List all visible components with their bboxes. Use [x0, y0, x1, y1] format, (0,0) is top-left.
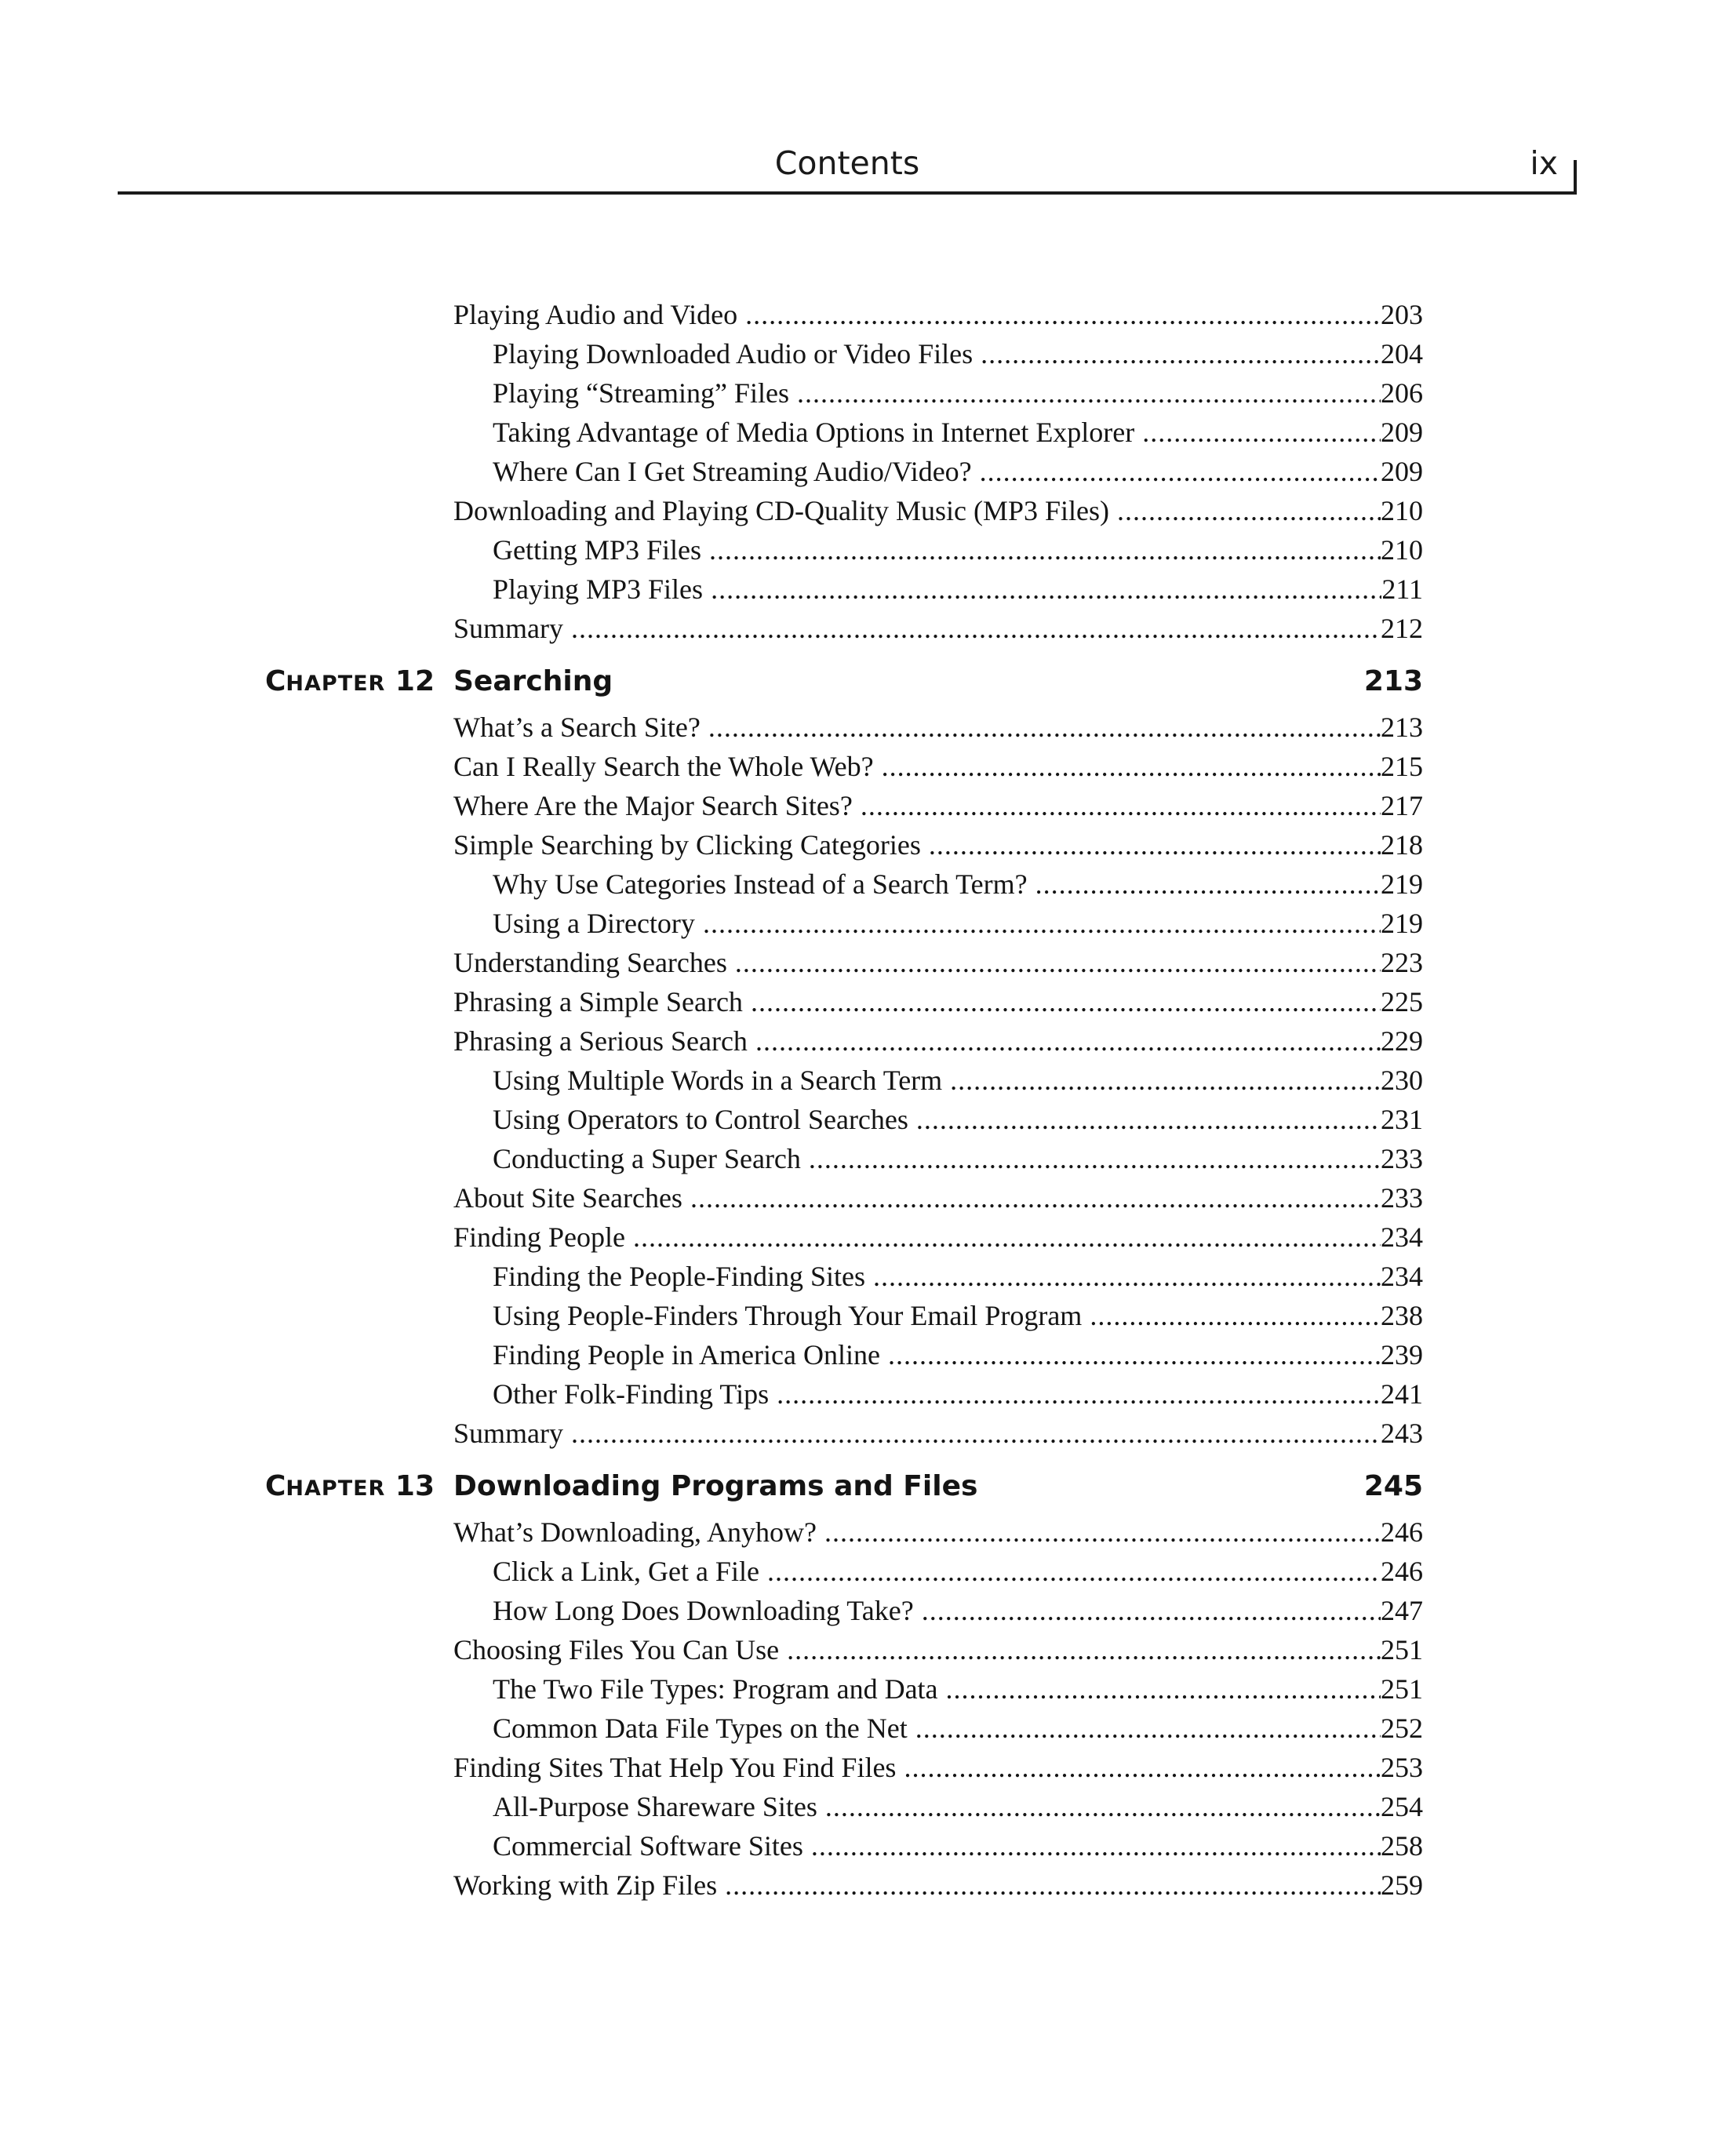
dot-leader: [946, 1669, 1381, 1709]
toc-entry-page: 258: [1381, 1830, 1423, 1862]
dot-leader: [980, 452, 1381, 491]
toc-entry: [453, 452, 1423, 491]
toc-entry: [453, 1100, 1423, 1139]
toc-entry-page: 213: [1381, 712, 1423, 743]
toc-entry: [453, 1866, 1423, 1905]
toc-entry-label: Finding the People-Finding Sites: [493, 1261, 866, 1292]
toc-entry-label: Choosing Files You Can Use: [453, 1634, 780, 1665]
toc-entry: [453, 1061, 1423, 1100]
toc-entry-label: Phrasing a Serious Search: [453, 1025, 748, 1057]
toc-entry: [453, 1748, 1423, 1787]
toc-section-continued: [453, 295, 1423, 648]
chapter-label: CHAPTER 12: [264, 665, 435, 697]
toc-entry-label: Where Are the Major Search Sites?: [453, 790, 853, 821]
toc-entry-page: 252: [1381, 1713, 1423, 1744]
toc-entry-label: Using People-Finders Through Your Email Program: [493, 1300, 1083, 1331]
dot-leader: [709, 530, 1381, 570]
dot-leader: [1117, 491, 1381, 530]
toc-entry-page: 210: [1381, 495, 1423, 526]
toc-entry-label: Downloading and Playing CD-Quality Music (MP3 Files): [453, 495, 1109, 526]
dot-leader: [873, 1257, 1381, 1296]
toc-entry-label: How Long Does Downloading Take?: [493, 1595, 914, 1626]
dot-leader: [767, 1552, 1381, 1591]
toc-entry-page: 210: [1381, 534, 1423, 566]
dot-leader: [797, 373, 1381, 413]
toc-entry-label: Finding People: [453, 1221, 626, 1253]
toc-entry-page: 231: [1381, 1104, 1423, 1135]
toc-entry-page: 204: [1381, 338, 1423, 369]
toc-entry-page: 233: [1381, 1143, 1423, 1174]
toc-entry: [453, 1218, 1423, 1257]
dot-leader: [888, 1335, 1381, 1374]
dot-leader: [915, 1709, 1381, 1748]
toc-entry: [453, 1178, 1423, 1218]
toc-entry-page: 239: [1381, 1339, 1423, 1370]
toc-entry: [453, 1139, 1423, 1178]
toc-entry-page: 259: [1381, 1869, 1423, 1901]
toc-entry: [453, 747, 1423, 786]
toc-entry-label: Understanding Searches: [453, 947, 727, 978]
toc-entry-label: Playing Downloaded Audio or Video Files: [493, 338, 974, 369]
toc-entry-label: What’s a Search Site?: [453, 712, 701, 743]
toc-entry-page: 234: [1381, 1221, 1423, 1253]
toc-entry-page: 217: [1381, 790, 1423, 821]
toc-entry: [453, 1512, 1423, 1552]
toc-entry: [453, 825, 1423, 865]
toc-entry-label: Can I Really Search the Whole Web?: [453, 751, 874, 782]
dot-leader: [777, 1374, 1381, 1414]
toc-entry-label: Simple Searching by Clicking Categories: [453, 829, 921, 861]
toc-entry: [453, 295, 1423, 334]
toc-entry-label: Where Can I Get Streaming Audio/Video?: [493, 456, 972, 487]
running-head: [118, 140, 1577, 196]
toc-entry: [453, 491, 1423, 530]
toc-entry-page: 243: [1381, 1418, 1423, 1449]
dot-leader: [755, 1021, 1381, 1061]
toc-entry-page: 251: [1381, 1673, 1423, 1705]
toc-entry-label: Summary: [453, 1418, 563, 1449]
toc-entry-label: Using Multiple Words in a Search Term: [493, 1065, 943, 1096]
toc-entry: [453, 530, 1423, 570]
toc-entry-label: Commercial Software Sites: [493, 1830, 803, 1862]
toc-entry: [453, 609, 1423, 648]
toc-entry-label: Finding Sites That Help You Find Files: [453, 1752, 897, 1783]
toc-entry-page: 212: [1381, 613, 1423, 644]
toc-entry-page: 203: [1381, 299, 1423, 330]
chapter-12-entries: [453, 708, 1423, 1453]
header-corner-tick: [1574, 160, 1577, 195]
toc-entry-label: About Site Searches: [453, 1182, 682, 1214]
dot-leader: [950, 1061, 1381, 1100]
toc-entry-label: Other Folk-Finding Tips: [493, 1378, 770, 1410]
toc-entry: [453, 1630, 1423, 1669]
toc-entry-label: Working with Zip Files: [453, 1869, 718, 1901]
toc-entry-label: All-Purpose Shareware Sites: [493, 1791, 817, 1822]
table-of-contents: [264, 295, 1423, 1905]
toc-entry-label: Taking Advantage of Media Options in Internet Explorer: [493, 417, 1135, 448]
toc-entry-label: Click a Link, Get a File: [493, 1556, 759, 1587]
toc-entry-page: 218: [1381, 829, 1423, 861]
toc-entry-label: Conducting a Super Search: [493, 1143, 801, 1174]
toc-entry: [453, 413, 1423, 452]
toc-entry-label: Playing MP3 Files: [493, 573, 704, 605]
toc-entry-label: Phrasing a Simple Search: [453, 986, 743, 1017]
toc-entry-page: 241: [1381, 1378, 1423, 1410]
dot-leader: [904, 1748, 1381, 1787]
toc-entry: [453, 982, 1423, 1021]
toc-entry-label: Summary: [453, 613, 563, 644]
page-number: ix: [1530, 144, 1558, 182]
dot-leader: [824, 1512, 1381, 1552]
toc-entry: [453, 373, 1423, 413]
toc-entry-page: 254: [1381, 1791, 1423, 1822]
dot-leader: [735, 943, 1381, 982]
toc-entry-page: 246: [1381, 1516, 1423, 1548]
toc-entry-label: The Two File Types: Program and Data: [493, 1673, 938, 1705]
toc-entry-page: 238: [1381, 1300, 1423, 1331]
dot-leader: [1090, 1296, 1381, 1335]
dot-leader: [811, 1826, 1381, 1866]
toc-entry-page: 234: [1381, 1261, 1423, 1292]
toc-entry: [453, 1669, 1423, 1709]
toc-entry: [453, 570, 1423, 609]
toc-entry: [453, 1296, 1423, 1335]
chapter-label: CHAPTER 13: [264, 1470, 435, 1502]
chapter-title: Downloading Programs and Files: [453, 1470, 978, 1502]
dot-leader: [725, 1866, 1381, 1905]
dot-leader: [1035, 865, 1381, 904]
toc-entry-label: Playing “Streaming” Files: [493, 377, 789, 409]
dot-leader: [633, 1218, 1381, 1257]
toc-entry-page: 209: [1381, 456, 1423, 487]
toc-entry-page: 247: [1381, 1595, 1423, 1626]
dot-leader: [825, 1787, 1381, 1826]
toc-entry: [453, 1787, 1423, 1826]
toc-entry: [453, 1257, 1423, 1296]
toc-entry-page: 206: [1381, 377, 1423, 409]
chapter-title: Searching: [453, 665, 613, 697]
toc-entry-page: 246: [1381, 1556, 1423, 1587]
toc-entry-page: 225: [1381, 986, 1423, 1017]
toc-entry: [453, 1709, 1423, 1748]
toc-entry-label: Finding People in America Online: [493, 1339, 880, 1370]
toc-entry: [453, 1414, 1423, 1453]
toc-entry-label: Common Data File Types on the Net: [493, 1713, 908, 1744]
chapter-page: 245: [1363, 1470, 1423, 1502]
dot-leader: [703, 904, 1381, 943]
chapter-heading-12: [264, 657, 1423, 706]
toc-entry: [453, 1335, 1423, 1374]
dot-leader: [571, 1414, 1381, 1453]
dot-leader: [861, 786, 1381, 825]
toc-entry-page: 223: [1381, 947, 1423, 978]
chapter-page: 213: [1363, 665, 1423, 697]
toc-entry-label: Playing Audio and Video: [453, 299, 738, 330]
chapter-13-entries: [453, 1512, 1423, 1905]
dot-leader: [929, 825, 1381, 865]
toc-entry: [453, 708, 1423, 747]
dot-leader: [787, 1630, 1381, 1669]
dot-leader: [922, 1591, 1381, 1630]
toc-entry-label: What’s Downloading, Anyhow?: [453, 1516, 817, 1548]
toc-entry: [453, 943, 1423, 982]
toc-entry-label: Using a Directory: [493, 908, 695, 939]
toc-entry: [453, 1021, 1423, 1061]
page-title: Contents: [774, 144, 920, 182]
toc-entry-page: 211: [1381, 573, 1423, 605]
header-rule: [118, 191, 1577, 195]
dot-leader: [711, 570, 1381, 609]
toc-entry-page: 219: [1381, 868, 1423, 900]
dot-leader: [745, 295, 1381, 334]
dot-leader: [916, 1100, 1381, 1139]
toc-entry: [453, 1552, 1423, 1591]
toc-entry: [453, 1591, 1423, 1630]
toc-entry-page: 229: [1381, 1025, 1423, 1057]
toc-entry-label: Getting MP3 Files: [493, 534, 702, 566]
dot-leader: [690, 1178, 1381, 1218]
dot-leader: [751, 982, 1381, 1021]
dot-leader: [1142, 413, 1381, 452]
dot-leader: [708, 708, 1381, 747]
dot-leader: [571, 609, 1381, 648]
toc-entry: [453, 865, 1423, 904]
toc-entry-page: 253: [1381, 1752, 1423, 1783]
toc-entry-page: 233: [1381, 1182, 1423, 1214]
toc-entry-label: Using Operators to Control Searches: [493, 1104, 908, 1135]
toc-entry-page: 209: [1381, 417, 1423, 448]
toc-entry: [453, 1374, 1423, 1414]
chapter-heading-13: [264, 1462, 1423, 1511]
toc-entry: [453, 904, 1423, 943]
dot-leader: [809, 1139, 1381, 1178]
toc-entry-page: 230: [1381, 1065, 1423, 1096]
toc-entry-label: Why Use Categories Instead of a Search Term?: [493, 868, 1028, 900]
toc-entry: [453, 786, 1423, 825]
dot-leader: [981, 334, 1381, 373]
toc-entry: [453, 334, 1423, 373]
toc-entry-page: 251: [1381, 1634, 1423, 1665]
toc-entry-page: 215: [1381, 751, 1423, 782]
toc-entry: [453, 1826, 1423, 1866]
dot-leader: [882, 747, 1381, 786]
toc-entry-page: 219: [1381, 908, 1423, 939]
